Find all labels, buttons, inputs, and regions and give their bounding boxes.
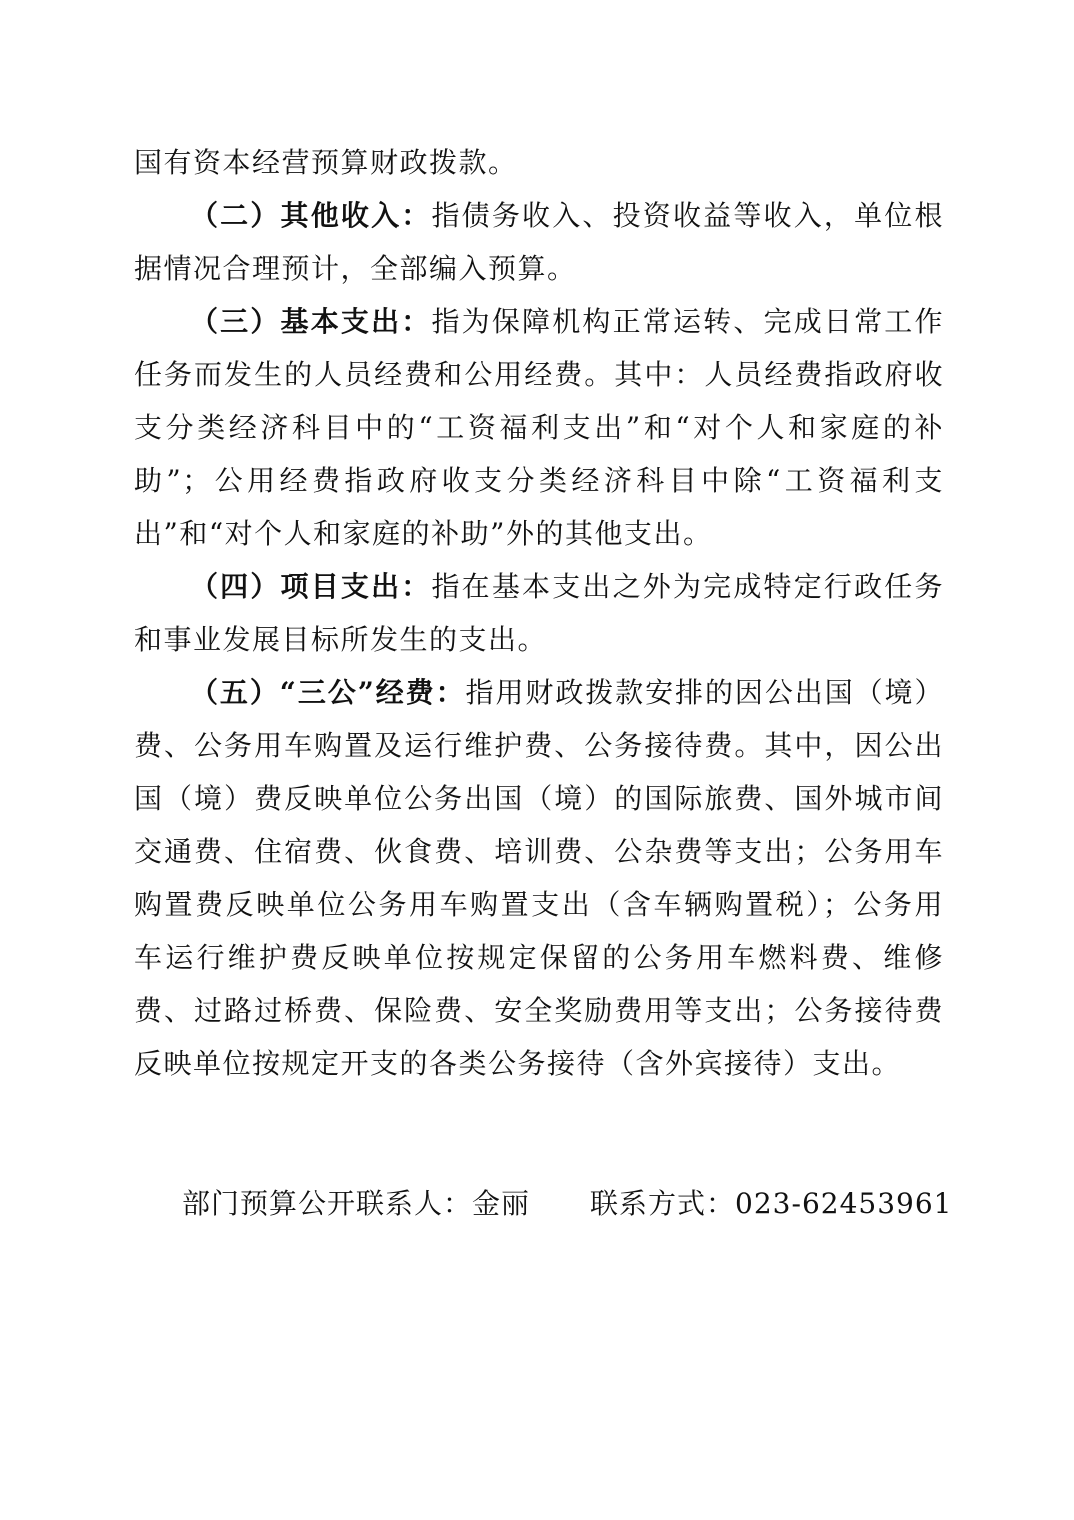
paragraph-text: 国有资本经营预算财政拨款。	[134, 146, 518, 179]
contact-line	[182, 1182, 953, 1226]
body-text	[134, 136, 944, 1090]
term-other-income: （二）其他收入：	[190, 199, 432, 232]
term-basic-expenditure: （三）基本支出：	[190, 305, 432, 338]
term-project-expenditure: （四）项目支出：	[190, 570, 432, 603]
paragraph-continuation	[134, 136, 944, 189]
paragraph-text: 指债务收入、投资收益等收入，单位根据情况合理预计，全部编入预算。	[134, 199, 944, 285]
contact-phone: 023-62453961	[735, 1187, 953, 1220]
paragraph-basic-expenditure	[134, 295, 944, 560]
paragraph-text: 指在基本支出之外为完成特定行政任务和事业发展目标所发生的支出。	[134, 570, 944, 656]
contact-person-name: 金丽	[472, 1187, 531, 1220]
paragraph-text: 指用财政拨款安排的因公出国（境）费、公务用车购置及运行维护费、公务接待费。其中，因公出国（境）费反映单位公务出国（境）的国际旅费、国外城市间交通费、住宿费、伙食费、培训费、公杂费等支出；公务用车购置费反映单位公务用车购置支出（含车辆购置税）；公务用车运行维护费反映单位按规定保留的公务用车燃料费、维修费、过路过桥费、保险费、安全奖励费用等支出；公务接待费反映单位按规定开支的各类公务接待（含外宾接待）支出。	[134, 676, 944, 1080]
contact-person-label: 部门预算公开联系人：	[182, 1187, 473, 1220]
paragraph-text: 指为保障机构正常运转、完成日常工作任务而发生的人员经费和公用经费。其中：人员经费指政府收支分类经济科目中的“工资福利支出”和“对个人和家庭的补助”；公用经费指政府收支分类经济科目中除“工资福利支出”和“对个人和家庭的补助”外的其他支出。	[134, 305, 944, 550]
contact-method-label: 联系方式：	[590, 1187, 736, 1220]
paragraph-three-public-expenses	[134, 666, 944, 1090]
term-three-public-expenses: （五）“三公”经费：	[190, 676, 466, 709]
paragraph-other-income	[134, 189, 944, 295]
paragraph-project-expenditure	[134, 560, 944, 666]
